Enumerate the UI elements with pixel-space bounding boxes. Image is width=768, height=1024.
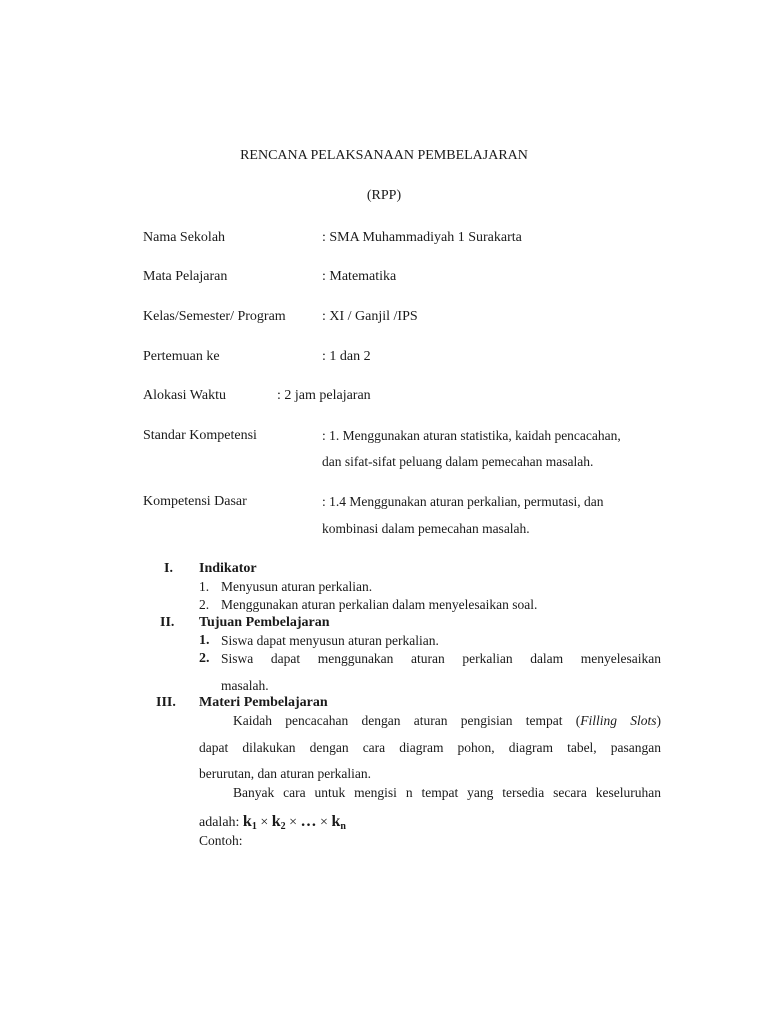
value-standar-kompetensi: : 1. Menggunakan aturan statistika, kaidah pencacahan, [322,428,621,443]
list-number: 1. [199,633,210,648]
paragraph-line: Banyak cara untuk mengisi n tempat yang tersedia secara keseluruhan [233,785,661,800]
formula-line: adalah: $k_1 \times k_2$ × … × $k_n$ [199,813,346,832]
label-kelas-semester: Kelas/Semester/ Program [143,309,286,324]
label-kompetensi-dasar: Kompetensi Dasar [143,494,247,509]
value-nama-sekolah: : SMA Muhammadiyah 1 Surakarta [322,230,522,245]
value-kompetensi-dasar: : 1.4 Menggunakan aturan perkalian, permutasi, dan [322,494,604,509]
paragraph-line: dapat dilakukan dengan cara diagram pohon, diagram tabel, pasangan [199,740,661,755]
value-standar-kompetensi-line2: dan sifat-sifat peluang dalam pemecahan masalah. [322,454,594,469]
contoh-label: Contoh: [199,833,243,848]
section-heading: Tujuan Pembelajaran [199,615,330,630]
list-item: Menggunakan aturan perkalian dalam menyelesaikan soal. [221,597,538,612]
label-standar-kompetensi: Standar Kompetensi [143,428,257,443]
list-item-continuation: masalah. [221,678,269,693]
list-number: 2. [199,597,210,612]
italic-term: Filling Slots [580,713,657,728]
section-numeral: III. [156,695,176,710]
section-numeral: II. [160,615,175,630]
value-pertemuan: : 1 dan 2 [322,349,371,364]
value-alokasi-waktu: : 2 jam pelajaran [277,388,371,403]
list-number: 2. [199,651,210,666]
paragraph-line: Kaidah pencacahan dengan aturan pengisian tempat (Filling Slots) [233,713,661,728]
list-item: Siswa dapat menyusun aturan perkalian. [221,633,439,648]
document-subtitle: (RPP) [366,188,402,203]
paragraph-line: berurutan, dan aturan perkalian. [199,766,372,781]
label-pertemuan: Pertemuan ke [143,349,220,364]
section-numeral: I. [164,561,173,576]
label-alokasi-waktu: Alokasi Waktu [143,388,226,403]
label-mata-pelajaran: Mata Pelajaran [143,269,228,284]
value-kelas-semester: : XI / Ganjil /IPS [322,309,418,324]
document-title: RENCANA PELAKSANAAN PEMBELAJARAN [240,148,528,163]
value-kompetensi-dasar-line2: kombinasi dalam pemecahan masalah. [322,521,530,536]
label-nama-sekolah: Nama Sekolah [143,230,226,245]
section-heading: Indikator [199,561,257,576]
value-mata-pelajaran: : Matematika [322,269,397,284]
section-heading: Materi Pembelajaran [199,695,328,710]
list-number: 1. [199,579,210,594]
list-item: Menyusun aturan perkalian. [221,579,373,594]
list-item: Siswa dapat menggunakan aturan perkalian dalam menyelesaikan [221,651,661,666]
